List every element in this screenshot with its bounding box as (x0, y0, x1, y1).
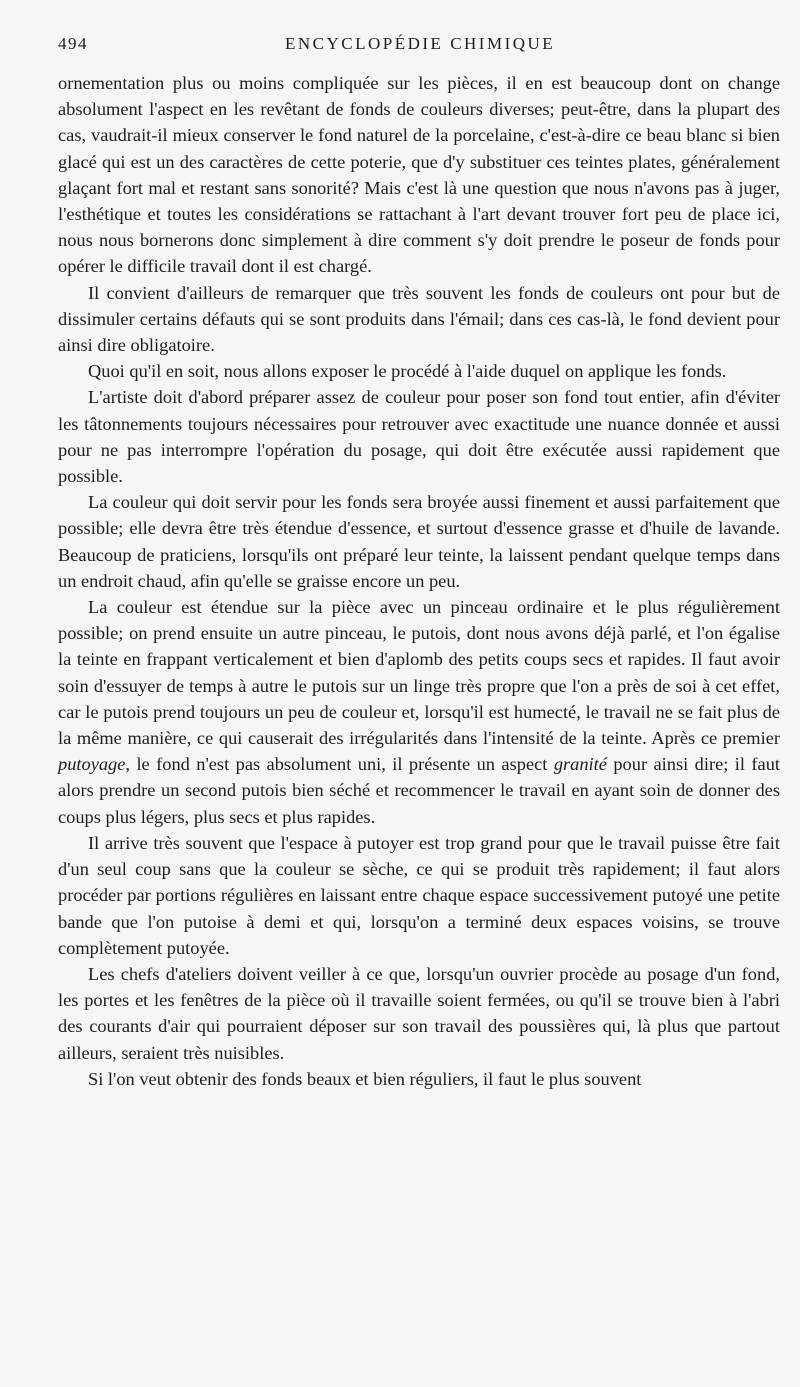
body-text (58, 70, 780, 1092)
paragraph-6-text-3: pour ainsi dire; il faut alors prendre un second putois bien séché et recommencer le travail en ayant soin de donner des coups plus légers, plus secs et plus rapides. (58, 754, 780, 827)
paragraph-5: La couleur qui doit servir pour les fonds sera broyée aussi finement et aussi parfaitement que possible; elle devra être très étendue d'essence, et surtout d'essence grasse et d'huile de lavande. Beaucoup de praticiens, lorsqu'ils ont préparé leur teinte, la laissent pendant quelque temps dans un endroit chaud, afin qu'elle se graisse encore un peu. (58, 492, 780, 591)
paragraph-8: Les chefs d'ateliers doivent veiller à ce que, lorsqu'un ouvrier procède au posage d'un fond, les portes et les fenêtres de la pièce où il travaille soient fermées, ou qu'il se trouve bien à l'abri des courants d'air qui pourraient déposer sur son travail des poussières qui, là plus que partout ailleurs, seraient très nuisibles. (58, 963, 780, 1063)
page-number: 494 (58, 34, 88, 53)
italic-term-granite: granité (553, 754, 607, 775)
paragraph-9: Si l'on veut obtenir des fonds beaux et bien réguliers, il faut le plus souvent (88, 1068, 642, 1089)
paragraph-7: Il arrive très souvent que l'espace à putoyer est trop grand pour que le travail puisse être fait d'un seul coup sans que la couleur se sèche, ce qui se produit très rapidement; il faut alors procéder par portions régulières en laissant entre chaque espace successivement putoyé une petite bande que l'on putoise à demi et qui, lorsqu'on a terminé deux espaces voisins, se trouve complètement putoyée. (58, 832, 780, 958)
paragraph-3: Quoi qu'il en soit, nous allons exposer le procédé à l'aide duquel on applique les fonds. (88, 361, 727, 382)
paragraph-1: ornementation plus ou moins compliquée sur les pièces, il en est beaucoup dont on change absolument l'aspect en les revêtant de fonds de couleurs diverses; peut-être, dans la plupart des cas, vaudrait-il mieux conserver le fond naturel de la porcelaine, c'est-à-dire ce beau blanc si bien glacé qui est un des caractères de cette poterie, que d'y substituer ces teintes plates, généralement glaçant fort mal et restant sans sonorité? Mais c'est là une question que nous n'avons pas à juger, l'esthétique et toutes les considérations se rattachant à l'art devant trouver fort peu de place ici, nous nous bornerons donc simplement à dire comment s'y doit prendre le poseur de fonds pour opérer le difficile travail dont il est chargé. (58, 73, 780, 277)
running-head (58, 30, 780, 70)
paragraph-4: L'artiste doit d'abord préparer assez de couleur pour poser son fond tout entier, afin d'éviter les tâtonnements toujours nécessaires pour retrouver avec exactitude une nuance donnée et aussi pour ne pas interrompre l'opération du posage, qui doit être exécutée aussi rapidement que possible. (58, 387, 780, 487)
paragraph-2: Il convient d'ailleurs de remarquer que très souvent les fonds de couleurs ont pour but de dissimuler certains défauts qui se sont produits dans l'émail; dans ces cas-là, le fond devient pour ainsi dire obligatoire. (58, 282, 780, 356)
paragraph-6-text-2: , le fond n'est pas absolument uni, il présente un aspect (125, 754, 554, 775)
running-title: ENCYCLOPÉDIE CHIMIQUE (285, 34, 556, 53)
paragraph-6-text-1: La couleur est étendue sur la pièce avec un pinceau ordinaire et le plus régulièrement possible; on prend ensuite un autre pinceau, le putois, dont nous avons déjà parlé, et l'on égalise la teinte en frappant verticalement et bien d'aplomb des petits coups secs et rapides. Il faut avoir soin d'essuyer de temps à autre le putois sur un linge très propre que l'on a près de soi à cet effet, car le putois prend toujours un peu de couleur et, lorsqu'il est humecté, le travail ne se fait plus de la même manière, ce qui causerait des irrégularités dans l'intensité de la teinte. Après ce premier (58, 597, 780, 749)
paragraph-6 (58, 594, 780, 830)
italic-term-putoyage: putoyage (58, 754, 126, 775)
